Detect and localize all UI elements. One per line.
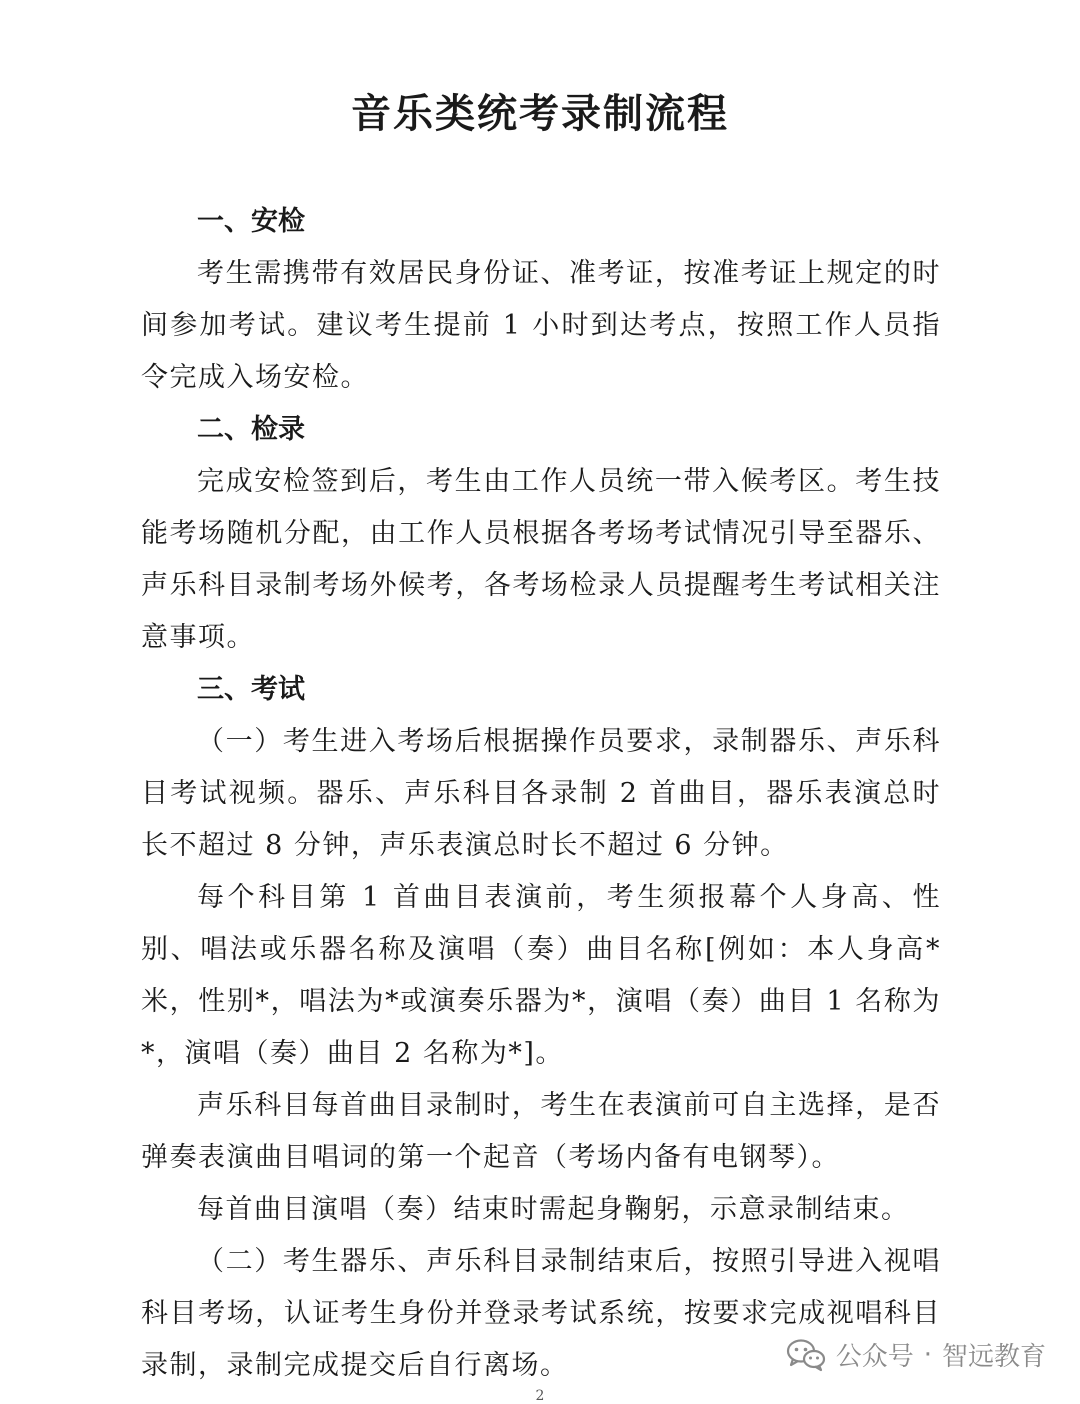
- account-watermark: [786, 1336, 1046, 1373]
- paragraph-exam-announcement: 每个科目第 1 首曲目表演前，考生须报幕个人身高、性别、唱法或乐器名称及演唱（奏）曲目名称[例如：本人身高*米，性别*，唱法为*或演奏乐器为*，演唱（奏）曲目 1 名称为*，演唱（奏）曲目 2 名称为*]。: [141, 882, 941, 1069]
- document-body: [141, 196, 941, 1392]
- paragraph-exam-part-one: （一）考生进入考场后根据操作员要求，录制器乐、声乐科目考试视频。器乐、声乐科目各录制 2 首曲目，器乐表演总时长不超过 8 分钟，声乐表演总时长不超过 6 分钟。: [141, 726, 941, 861]
- paragraph-checkin: 完成安检签到后，考生由工作人员统一带入候考区。考生技能考场随机分配，由工作人员根据各考场考试情况引导至器乐、声乐科目录制考场外候考，各考场检录人员提醒考生考试相关注意事项。: [141, 466, 941, 653]
- section-heading-security: 一、安检: [197, 206, 305, 237]
- watermark-account-name: 智远教育: [941, 1342, 1046, 1372]
- paragraph-exam-part-two: （二）考生器乐、声乐科目录制结束后，按照引导进入视唱科目考场，认证考生身份并登录考试系统，按要求完成视唱科目录制，录制完成提交后自行离场。: [141, 1246, 941, 1381]
- watermark-label: 公众号: [835, 1342, 914, 1372]
- watermark-separator: ·: [923, 1339, 932, 1370]
- wechat-icon: [786, 1338, 826, 1372]
- document-title: 音乐类统考录制流程: [351, 90, 729, 137]
- section-heading-checkin: 二、检录: [197, 414, 305, 445]
- section-heading-exam: 三、考试: [197, 674, 305, 705]
- paragraph-security: 考生需携带有效居民身份证、准考证，按准考证上规定的时间参加考试。建议考生提前 1 小时到达考点，按照工作人员指令完成入场安检。: [141, 258, 941, 393]
- paragraph-exam-bow: 每首曲目演唱（奏）结束时需起身鞠躬，示意录制结束。: [197, 1194, 910, 1225]
- paragraph-exam-starting-pitch: 声乐科目每首曲目录制时，考生在表演前可自主选择，是否弹奏表演曲目唱词的第一个起音（考场内备有电钢琴）。: [141, 1090, 941, 1173]
- page-number: 2: [535, 1388, 545, 1404]
